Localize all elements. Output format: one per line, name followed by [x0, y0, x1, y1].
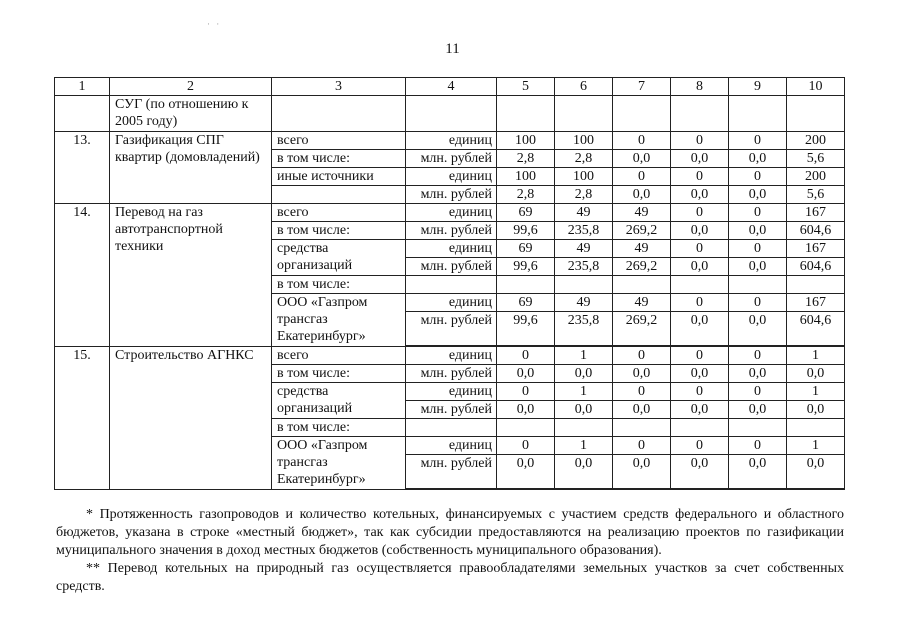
cell-value: 0,0 [613, 150, 671, 168]
cell-value: 0,0 [671, 150, 729, 168]
cell-value: 0,0 [787, 365, 845, 383]
source-label: в том числе: [272, 276, 406, 294]
unit: единиц [406, 383, 497, 401]
cell-value: 0,0 [729, 222, 787, 240]
cell-value: 0,0 [729, 365, 787, 383]
cell-value: 49 [613, 204, 671, 222]
cell-value: 0 [613, 437, 671, 455]
cell-value: 0 [613, 168, 671, 186]
unit: млн. рублей [406, 455, 497, 489]
cell-value: 1 [787, 383, 845, 401]
cell-value: 235,8 [555, 222, 613, 240]
cell-value: 49 [555, 294, 613, 312]
table-row [55, 132, 845, 150]
cell-value: 0 [671, 437, 729, 455]
col-header: 4 [406, 78, 497, 96]
footnote-1: * Протяженность газопроводов и количество котельных, финансируемых с участием средств федерального и областного бюджетов, указана в строке «местный бюджет», так как субсидии предоставляются на реализацию проектов по газификации муниципального значения в доход местных бюджетов (собственность муниципального образования). [56, 507, 844, 558]
source-label: всего [272, 204, 406, 222]
unit: единиц [406, 168, 497, 186]
cell-value: 99,6 [497, 258, 555, 276]
cell-value: 269,2 [613, 258, 671, 276]
table-row [55, 347, 845, 365]
program-table [54, 77, 845, 490]
cell-value: 0,0 [671, 186, 729, 204]
cell-value: 0,0 [613, 365, 671, 383]
cell-value: 0,0 [729, 312, 787, 346]
unit: млн. рублей [406, 186, 497, 204]
cell-value: 200 [787, 132, 845, 150]
cell-value: 0,0 [729, 150, 787, 168]
cell-value: 604,6 [787, 312, 845, 346]
scan-speck: · · [207, 19, 222, 29]
cell-value: 0,0 [671, 222, 729, 240]
cell-value: 0 [671, 240, 729, 258]
cell-value: 0,0 [671, 401, 729, 419]
item-name: СУГ (по отношению к 2005 году) [110, 96, 272, 132]
cell-value: 0,0 [671, 258, 729, 276]
cell-value: 0,0 [787, 401, 845, 419]
cell-value: 0 [671, 347, 729, 365]
cell-value: 0 [613, 132, 671, 150]
cell-value: 100 [555, 168, 613, 186]
col-header: 7 [613, 78, 671, 96]
cell-value: 0 [613, 347, 671, 365]
cell-value: 69 [497, 240, 555, 258]
footnote-2: ** Перевод котельных на природный газ осуществляется правообладателями земельных участков за счет собственных средств. [56, 561, 844, 594]
cell-value: 0,0 [613, 186, 671, 204]
unit: млн. рублей [406, 401, 497, 419]
cell-value: 0 [497, 347, 555, 365]
unit: млн. рублей [406, 312, 497, 346]
cell-value: 1 [555, 347, 613, 365]
cell-value: 69 [497, 294, 555, 312]
source-label: в том числе: [272, 419, 406, 437]
cell-value: 49 [555, 240, 613, 258]
unit: единиц [406, 347, 497, 365]
cell-value: 1 [555, 383, 613, 401]
cell-value: 0 [671, 383, 729, 401]
item-number: 14. [55, 204, 110, 347]
cell-value: 0,0 [497, 401, 555, 419]
item-name: Строительство АГНКС [110, 347, 272, 490]
cell-value: 0 [613, 383, 671, 401]
cell-value: 235,8 [555, 258, 613, 276]
item-name: Газификация СПГ квартир (домовладений) [110, 132, 272, 204]
item-number: 13. [55, 132, 110, 204]
cell-value: 0 [729, 132, 787, 150]
source-label: иные источники [272, 168, 406, 186]
cell-value: 604,6 [787, 258, 845, 276]
cell-value: 0,0 [671, 455, 729, 489]
cell-value: 0 [497, 437, 555, 455]
cell-value: 5,6 [787, 150, 845, 168]
cell-value: 0 [729, 204, 787, 222]
cell-value: 0,0 [671, 312, 729, 346]
source-label: средства организаций [272, 240, 406, 276]
cell-value: 167 [787, 240, 845, 258]
cell-value: 100 [497, 132, 555, 150]
unit: млн. рублей [406, 365, 497, 383]
cell-value: 0 [497, 383, 555, 401]
item-name: Перевод на газ автотранспортной техники [110, 204, 272, 347]
cell-value: 0,0 [729, 455, 787, 489]
source-label: всего [272, 347, 406, 365]
cell-value: 0,0 [787, 455, 845, 489]
source-label: в том числе: [272, 150, 406, 168]
cell-value: 0,0 [729, 401, 787, 419]
source-label: в том числе: [272, 365, 406, 383]
table-row [55, 204, 845, 222]
cell-value: 0 [729, 383, 787, 401]
col-header: 9 [729, 78, 787, 96]
cell-value: 0,0 [613, 401, 671, 419]
column-numbers-row [55, 78, 845, 96]
unit: млн. рублей [406, 150, 497, 168]
cell-value: 0,0 [671, 365, 729, 383]
unit: единиц [406, 240, 497, 258]
cell-value: 49 [555, 204, 613, 222]
cell-value: 0 [729, 437, 787, 455]
source-label: в том числе: [272, 222, 406, 240]
cell-value: 0,0 [555, 401, 613, 419]
source-label [272, 186, 406, 204]
col-header: 2 [110, 78, 272, 96]
cell-value: 235,8 [555, 312, 613, 346]
cell-value: 49 [613, 240, 671, 258]
unit: единиц [406, 294, 497, 312]
cell-value: 69 [497, 204, 555, 222]
unit: млн. рублей [406, 222, 497, 240]
cell-value: 0 [671, 294, 729, 312]
cell-value: 604,6 [787, 222, 845, 240]
cell-value: 0,0 [497, 455, 555, 489]
cell-value: 2,8 [497, 186, 555, 204]
cell-value: 99,6 [497, 312, 555, 346]
cell-value: 0 [729, 240, 787, 258]
cell-value: 269,2 [613, 312, 671, 346]
cell-value: 5,6 [787, 186, 845, 204]
cell-value: 99,6 [497, 222, 555, 240]
cell-value: 1 [787, 347, 845, 365]
cell-value: 0,0 [729, 186, 787, 204]
col-header: 1 [55, 78, 110, 96]
cell-value: 0 [671, 132, 729, 150]
cell-value: 2,8 [555, 150, 613, 168]
cell-value: 0 [671, 168, 729, 186]
col-header: 5 [497, 78, 555, 96]
unit: единиц [406, 204, 497, 222]
col-header: 6 [555, 78, 613, 96]
cell-value: 0 [729, 168, 787, 186]
col-header: 8 [671, 78, 729, 96]
cell-value: 1 [555, 437, 613, 455]
table-row [55, 96, 845, 132]
cell-value: 0,0 [555, 455, 613, 489]
cell-value: 167 [787, 294, 845, 312]
source-label: ООО «Газпром трансгаз Екатеринбург» [272, 294, 406, 347]
footnotes [56, 506, 844, 596]
cell-value: 100 [497, 168, 555, 186]
cell-value: 0 [729, 347, 787, 365]
cell-value: 0,0 [613, 455, 671, 489]
cell-value: 100 [555, 132, 613, 150]
source-label: ООО «Газпром трансгаз Екатеринбург» [272, 437, 406, 490]
unit: единиц [406, 132, 497, 150]
item-number: 15. [55, 347, 110, 490]
cell-value: 2,8 [555, 186, 613, 204]
unit: млн. рублей [406, 258, 497, 276]
cell-value: 0,0 [497, 365, 555, 383]
cell-value: 49 [613, 294, 671, 312]
source-label: средства организаций [272, 383, 406, 419]
cell-value: 1 [787, 437, 845, 455]
cell-value: 0 [729, 294, 787, 312]
page-number: 11 [445, 41, 460, 57]
cell-value: 200 [787, 168, 845, 186]
unit: единиц [406, 437, 497, 455]
source-label: всего [272, 132, 406, 150]
cell-value: 167 [787, 204, 845, 222]
cell-value: 0,0 [555, 365, 613, 383]
col-header: 10 [787, 78, 845, 96]
cell-value: 2,8 [497, 150, 555, 168]
cell-value: 0 [671, 204, 729, 222]
cell-value: 269,2 [613, 222, 671, 240]
cell-value: 0,0 [729, 258, 787, 276]
col-header: 3 [272, 78, 406, 96]
